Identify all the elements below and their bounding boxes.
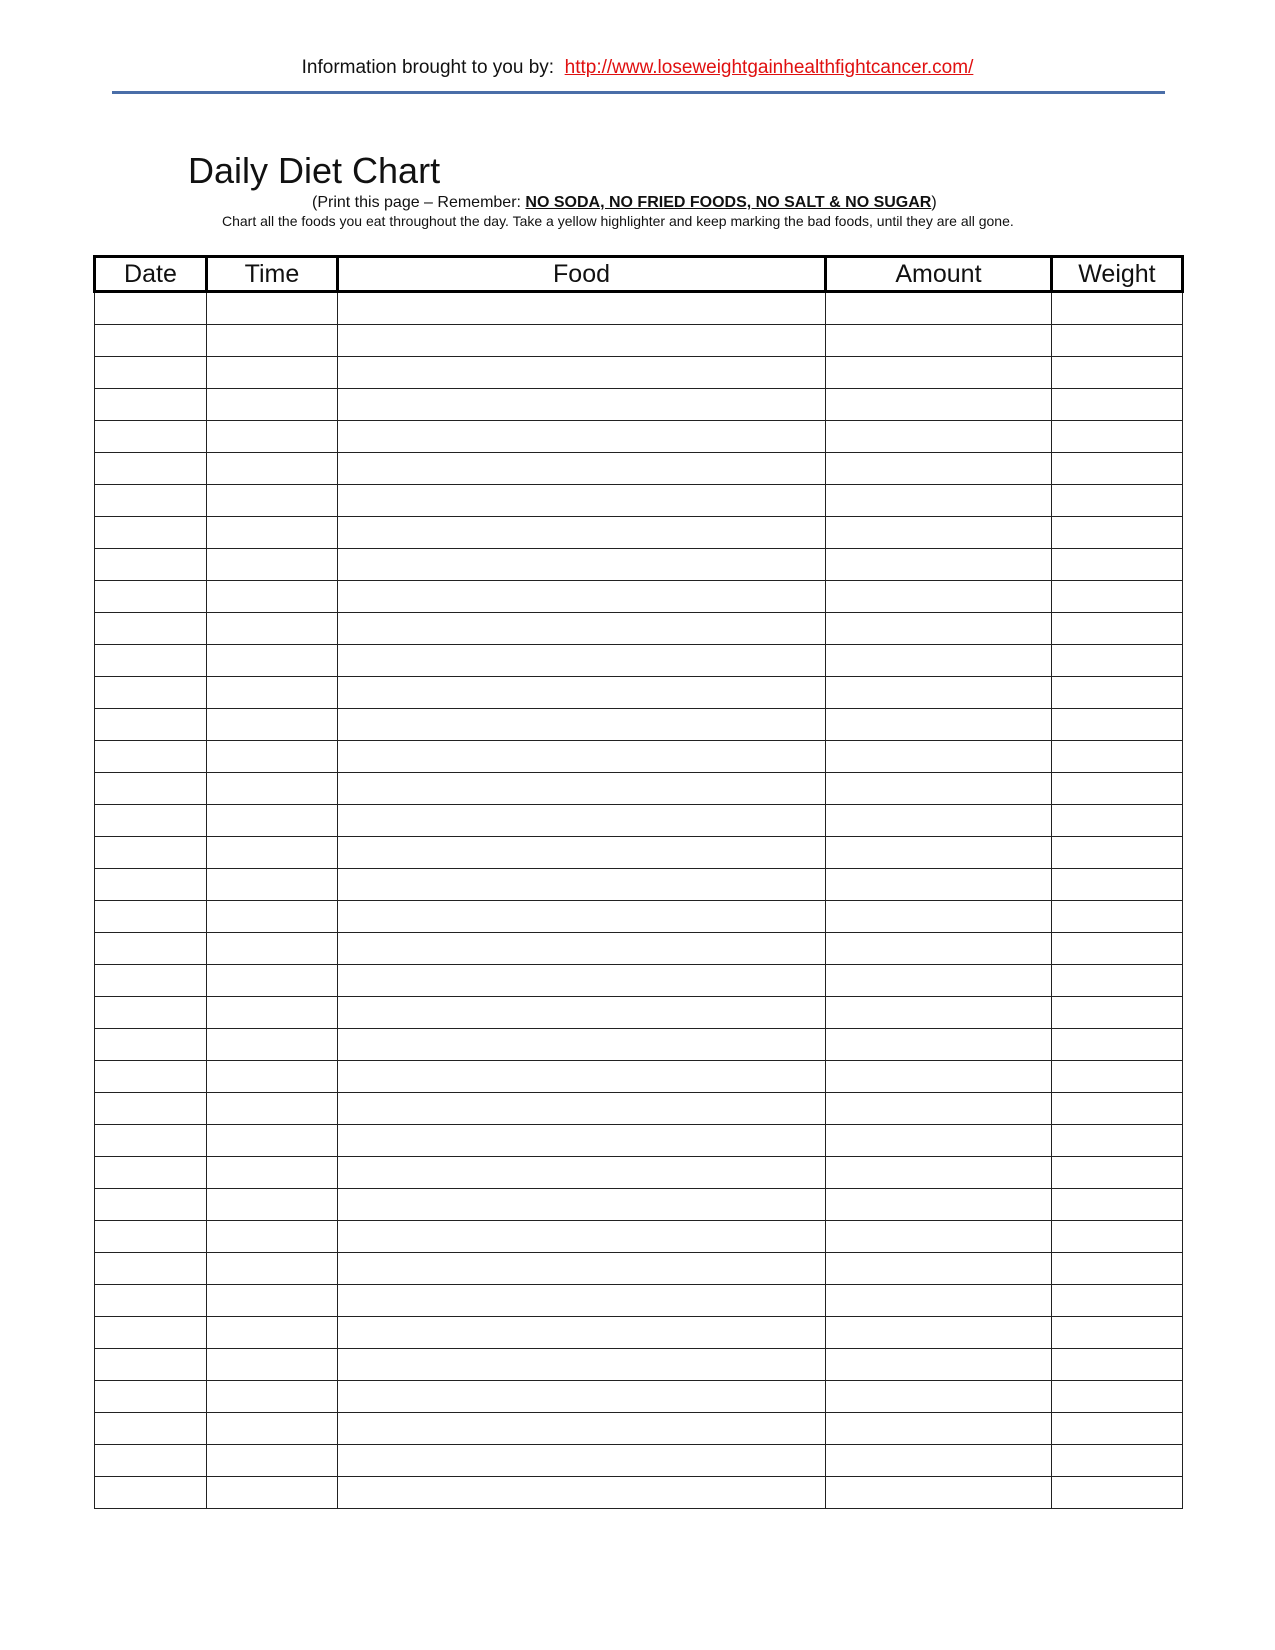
table-row — [95, 517, 1183, 549]
cell-food — [338, 965, 826, 997]
cell-time — [206, 1061, 337, 1093]
source-credit — [0, 56, 1275, 80]
cell-weight — [1051, 1349, 1182, 1381]
cell-food — [338, 997, 826, 1029]
table-row — [95, 1349, 1183, 1381]
cell-food — [338, 709, 826, 741]
table-row — [95, 1093, 1183, 1125]
table-row — [95, 421, 1183, 453]
cell-time — [206, 869, 337, 901]
cell-date — [95, 677, 207, 709]
cell-date — [95, 389, 207, 421]
cell-amount — [826, 453, 1052, 485]
cell-food — [338, 645, 826, 677]
table-row — [95, 613, 1183, 645]
cell-time — [206, 1317, 337, 1349]
table-row — [95, 773, 1183, 805]
cell-weight — [1051, 741, 1182, 773]
cell-weight — [1051, 645, 1182, 677]
cell-time — [206, 421, 337, 453]
cell-date — [95, 805, 207, 837]
cell-time — [206, 1093, 337, 1125]
cell-amount — [826, 1477, 1052, 1509]
cell-food — [338, 613, 826, 645]
cell-date — [95, 549, 207, 581]
cell-weight — [1051, 1285, 1182, 1317]
cell-amount — [826, 1445, 1052, 1477]
cell-weight — [1051, 1445, 1182, 1477]
cell-time — [206, 933, 337, 965]
cell-weight — [1051, 773, 1182, 805]
cell-date — [95, 1093, 207, 1125]
cell-amount — [826, 1253, 1052, 1285]
cell-date — [95, 1029, 207, 1061]
source-credit-label: Information brought to you by: — [301, 57, 555, 78]
cell-date — [95, 1189, 207, 1221]
cell-date — [95, 1221, 207, 1253]
cell-amount — [826, 1093, 1052, 1125]
cell-date — [95, 1157, 207, 1189]
table-row — [95, 581, 1183, 613]
cell-amount — [826, 581, 1052, 613]
cell-weight — [1051, 453, 1182, 485]
cell-date — [95, 292, 207, 325]
cell-amount — [826, 933, 1052, 965]
cell-amount — [826, 1317, 1052, 1349]
cell-date — [95, 1349, 207, 1381]
cell-time — [206, 1029, 337, 1061]
cell-time — [206, 677, 337, 709]
cell-date — [95, 709, 207, 741]
cell-date — [95, 1381, 207, 1413]
cell-food — [338, 453, 826, 485]
cell-weight — [1051, 485, 1182, 517]
cell-amount — [826, 869, 1052, 901]
column-header-time: Time — [206, 257, 337, 292]
cell-time — [206, 709, 337, 741]
table-row — [95, 1157, 1183, 1189]
table-row — [95, 1413, 1183, 1445]
cell-food — [338, 1157, 826, 1189]
cell-date — [95, 1253, 207, 1285]
cell-weight — [1051, 581, 1182, 613]
cell-date — [95, 581, 207, 613]
cell-weight — [1051, 421, 1182, 453]
cell-food — [338, 805, 826, 837]
table-row — [95, 357, 1183, 389]
diet-chart-table — [93, 255, 1184, 1509]
cell-food — [338, 292, 826, 325]
cell-food — [338, 1093, 826, 1125]
cell-date — [95, 1061, 207, 1093]
table-row — [95, 677, 1183, 709]
cell-amount — [826, 1285, 1052, 1317]
cell-weight — [1051, 1477, 1182, 1509]
cell-food — [338, 1221, 826, 1253]
cell-date — [95, 1125, 207, 1157]
cell-amount — [826, 357, 1052, 389]
table-row — [95, 389, 1183, 421]
cell-date — [95, 1317, 207, 1349]
cell-food — [338, 1349, 826, 1381]
table-row — [95, 1221, 1183, 1253]
cell-time — [206, 1349, 337, 1381]
table-row — [95, 709, 1183, 741]
cell-time — [206, 1381, 337, 1413]
cell-time — [206, 581, 337, 613]
cell-weight — [1051, 1189, 1182, 1221]
source-link[interactable]: http://www.loseweightgainhealthfightcancer.com/ — [564, 57, 974, 78]
cell-time — [206, 645, 337, 677]
cell-food — [338, 1125, 826, 1157]
cell-date — [95, 613, 207, 645]
table-row — [95, 741, 1183, 773]
cell-food — [338, 1477, 826, 1509]
cell-time — [206, 1285, 337, 1317]
cell-time — [206, 1125, 337, 1157]
cell-weight — [1051, 1317, 1182, 1349]
subtitle — [312, 193, 937, 212]
cell-date — [95, 485, 207, 517]
cell-weight — [1051, 325, 1182, 357]
cell-food — [338, 901, 826, 933]
cell-amount — [826, 1349, 1052, 1381]
cell-date — [95, 1285, 207, 1317]
cell-time — [206, 1413, 337, 1445]
cell-weight — [1051, 965, 1182, 997]
cell-weight — [1051, 292, 1182, 325]
instructions-text: Chart all the foods you eat throughout the day. Take a yellow highlighter and keep marking the bad foods, until they are all gone. — [222, 213, 1014, 229]
cell-amount — [826, 389, 1052, 421]
cell-weight — [1051, 1125, 1182, 1157]
cell-food — [338, 421, 826, 453]
table-row — [95, 869, 1183, 901]
cell-time — [206, 1221, 337, 1253]
table-row — [95, 933, 1183, 965]
cell-weight — [1051, 1029, 1182, 1061]
cell-weight — [1051, 1061, 1182, 1093]
cell-amount — [826, 709, 1052, 741]
cell-food — [338, 517, 826, 549]
cell-weight — [1051, 933, 1182, 965]
cell-food — [338, 389, 826, 421]
table-row — [95, 485, 1183, 517]
table-row — [95, 645, 1183, 677]
cell-date — [95, 773, 207, 805]
cell-time — [206, 357, 337, 389]
cell-time — [206, 837, 337, 869]
cell-time — [206, 805, 337, 837]
cell-weight — [1051, 997, 1182, 1029]
cell-amount — [826, 549, 1052, 581]
cell-date — [95, 517, 207, 549]
cell-amount — [826, 805, 1052, 837]
cell-amount — [826, 773, 1052, 805]
cell-weight — [1051, 1413, 1182, 1445]
cell-time — [206, 1189, 337, 1221]
cell-weight — [1051, 389, 1182, 421]
cell-date — [95, 453, 207, 485]
cell-time — [206, 965, 337, 997]
cell-amount — [826, 1413, 1052, 1445]
cell-food — [338, 869, 826, 901]
cell-time — [206, 901, 337, 933]
cell-date — [95, 933, 207, 965]
cell-weight — [1051, 837, 1182, 869]
cell-amount — [826, 677, 1052, 709]
cell-date — [95, 357, 207, 389]
table-row — [95, 1253, 1183, 1285]
column-header-weight: Weight — [1051, 257, 1182, 292]
table-row — [95, 292, 1183, 325]
cell-food — [338, 485, 826, 517]
table-row — [95, 325, 1183, 357]
cell-amount — [826, 421, 1052, 453]
column-header-food: Food — [338, 257, 826, 292]
cell-food — [338, 1285, 826, 1317]
cell-amount — [826, 517, 1052, 549]
cell-date — [95, 1477, 207, 1509]
cell-weight — [1051, 357, 1182, 389]
cell-time — [206, 773, 337, 805]
cell-food — [338, 357, 826, 389]
cell-date — [95, 325, 207, 357]
cell-date — [95, 1413, 207, 1445]
cell-amount — [826, 1157, 1052, 1189]
table-row — [95, 1477, 1183, 1509]
subtitle-rules: NO SODA, NO FRIED FOODS, NO SALT & NO SUGAR — [525, 194, 932, 211]
cell-date — [95, 1445, 207, 1477]
cell-time — [206, 1157, 337, 1189]
table-row — [95, 453, 1183, 485]
table-row — [95, 1189, 1183, 1221]
cell-food — [338, 933, 826, 965]
cell-weight — [1051, 517, 1182, 549]
table-row — [95, 837, 1183, 869]
cell-date — [95, 997, 207, 1029]
subtitle-suffix: ) — [931, 194, 937, 211]
cell-time — [206, 292, 337, 325]
cell-amount — [826, 741, 1052, 773]
cell-time — [206, 325, 337, 357]
page-title: Daily Diet Chart — [188, 150, 441, 191]
cell-weight — [1051, 1381, 1182, 1413]
table-row — [95, 1061, 1183, 1093]
cell-weight — [1051, 1253, 1182, 1285]
cell-food — [338, 1413, 826, 1445]
table-row — [95, 901, 1183, 933]
table-row — [95, 1317, 1183, 1349]
cell-amount — [826, 1221, 1052, 1253]
header-divider — [112, 91, 1165, 94]
cell-weight — [1051, 901, 1182, 933]
cell-time — [206, 453, 337, 485]
cell-food — [338, 741, 826, 773]
cell-amount — [826, 292, 1052, 325]
cell-food — [338, 325, 826, 357]
cell-weight — [1051, 613, 1182, 645]
table-row — [95, 1029, 1183, 1061]
table-row — [95, 1285, 1183, 1317]
cell-weight — [1051, 549, 1182, 581]
cell-time — [206, 1477, 337, 1509]
column-header-amount: Amount — [826, 257, 1052, 292]
cell-time — [206, 389, 337, 421]
cell-food — [338, 837, 826, 869]
subtitle-prefix: (Print this page – Remember: — [312, 194, 526, 211]
cell-date — [95, 645, 207, 677]
cell-date — [95, 741, 207, 773]
cell-food — [338, 549, 826, 581]
cell-time — [206, 549, 337, 581]
cell-date — [95, 901, 207, 933]
cell-time — [206, 741, 337, 773]
cell-amount — [826, 997, 1052, 1029]
table-row — [95, 997, 1183, 1029]
cell-amount — [826, 901, 1052, 933]
cell-food — [338, 677, 826, 709]
table-row — [95, 1125, 1183, 1157]
cell-food — [338, 1189, 826, 1221]
cell-time — [206, 517, 337, 549]
cell-amount — [826, 325, 1052, 357]
cell-time — [206, 613, 337, 645]
cell-time — [206, 1445, 337, 1477]
cell-weight — [1051, 1093, 1182, 1125]
cell-food — [338, 1445, 826, 1477]
table-body — [95, 292, 1183, 1509]
cell-date — [95, 869, 207, 901]
cell-amount — [826, 837, 1052, 869]
cell-food — [338, 1381, 826, 1413]
cell-time — [206, 485, 337, 517]
cell-time — [206, 1253, 337, 1285]
table-row — [95, 1445, 1183, 1477]
cell-amount — [826, 1381, 1052, 1413]
table-row — [95, 805, 1183, 837]
cell-date — [95, 965, 207, 997]
cell-weight — [1051, 869, 1182, 901]
cell-amount — [826, 1189, 1052, 1221]
cell-date — [95, 837, 207, 869]
cell-amount — [826, 1125, 1052, 1157]
cell-amount — [826, 965, 1052, 997]
cell-food — [338, 1029, 826, 1061]
cell-weight — [1051, 1221, 1182, 1253]
cell-amount — [826, 1061, 1052, 1093]
cell-amount — [826, 485, 1052, 517]
cell-food — [338, 773, 826, 805]
cell-amount — [826, 645, 1052, 677]
table-row — [95, 965, 1183, 997]
cell-weight — [1051, 709, 1182, 741]
table-header-row — [95, 257, 1183, 292]
cell-food — [338, 581, 826, 613]
cell-food — [338, 1061, 826, 1093]
cell-weight — [1051, 677, 1182, 709]
cell-amount — [826, 613, 1052, 645]
cell-time — [206, 997, 337, 1029]
column-header-date: Date — [95, 257, 207, 292]
table-row — [95, 1381, 1183, 1413]
cell-date — [95, 421, 207, 453]
cell-weight — [1051, 1157, 1182, 1189]
cell-food — [338, 1253, 826, 1285]
cell-weight — [1051, 805, 1182, 837]
table-row — [95, 549, 1183, 581]
cell-food — [338, 1317, 826, 1349]
cell-amount — [826, 1029, 1052, 1061]
